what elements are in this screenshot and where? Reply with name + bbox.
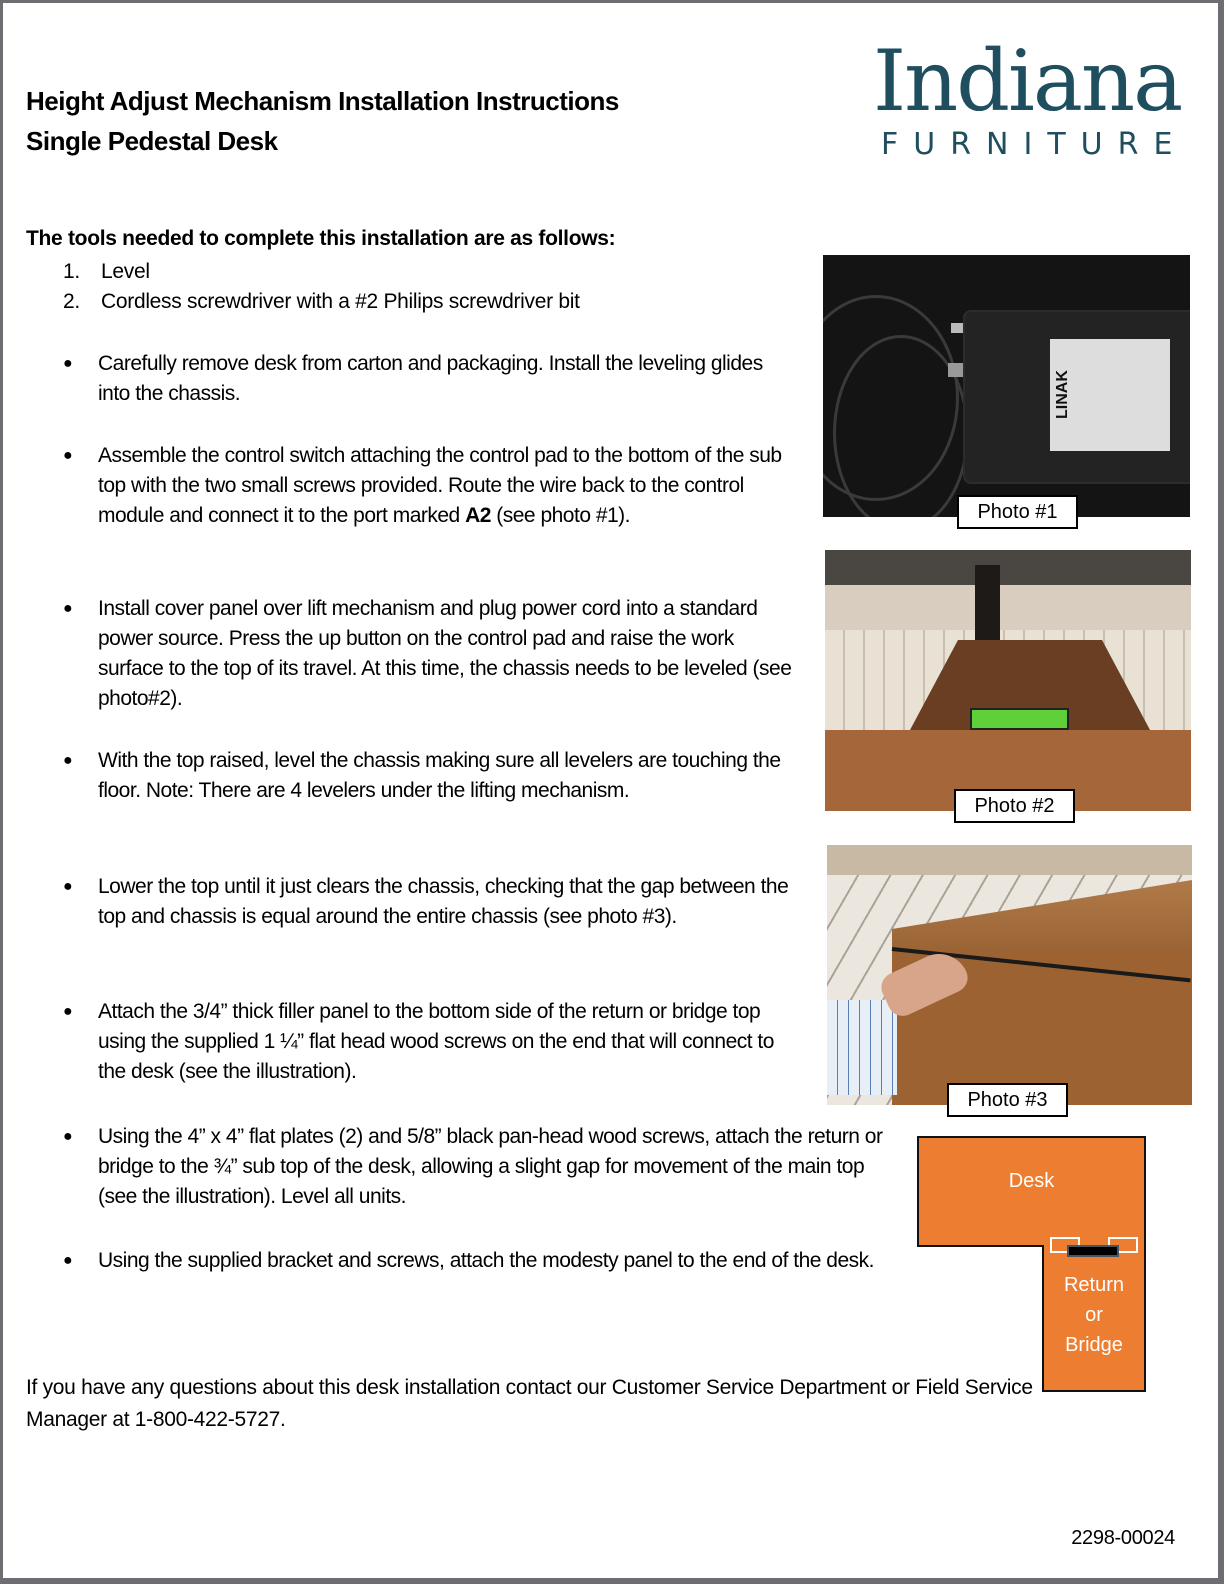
step-text: Install cover panel over lift mechanism and plug power cord into a standard power source. Press the up button on the control pad and raise the work surface to the top of its travel. At this time, the chassis needs to be leveled (see photo#2). (98, 597, 792, 710)
return-label-line-3: Bridge (1065, 1334, 1123, 1356)
step-item (60, 1246, 903, 1276)
photo-1-label: Photo #1 (957, 495, 1078, 529)
step-text: Lower the top until it just clears the chassis, checking that the gap between the top and chassis is equal around the entire chassis (see photo #3). (98, 875, 789, 928)
page-title (26, 81, 619, 161)
photo-3-label: Photo #3 (947, 1083, 1068, 1117)
tool-item (63, 287, 580, 317)
tool-item (63, 257, 580, 287)
filler-panel (1067, 1245, 1119, 1257)
linak-brand: LINAK (1054, 370, 1071, 419)
step-text: Attach the 3/4” thick filler panel to the bottom side of the return or bridge top using the supplied 1 ¼” flat head wood screws on the end that will connect to the desk (see the illustration). (98, 1000, 774, 1083)
step-text: Using the supplied bracket and screws, attach the modesty panel to the end of the desk. (98, 1249, 874, 1272)
shirt-sleeve (827, 1000, 897, 1095)
tool-text: Cordless screwdriver with a #2 Philips screwdriver bit (101, 290, 580, 313)
bullet-icon: ● (63, 447, 73, 464)
port-label: A2 (465, 504, 491, 527)
photo-top-gap (827, 845, 1192, 1105)
bullet-icon: ● (63, 1003, 73, 1020)
tools-list (63, 257, 580, 317)
step-text: Assemble the control switch attaching the control pad to the bottom of the sub top with the two small screws provided. Route the wire back to the control module and connect it to the port marked (98, 444, 782, 527)
bullet-icon: ● (63, 752, 73, 769)
bullet-icon: ● (63, 600, 73, 617)
step-item (60, 594, 798, 714)
tool-text: Level (101, 260, 150, 283)
step-item (60, 997, 798, 1087)
document-number: 2298-00024 (1071, 1527, 1175, 1549)
logo-word-furniture: FURNITURE (881, 127, 1188, 162)
contact-note: If you have any questions about this desk installation contact our Customer Service Department or Field Service Manager at 1-800-422-5727. (26, 1376, 1033, 1431)
title-line-1: Height Adjust Mechanism Installation Instructions (26, 86, 619, 116)
indiana-furniture-logo (873, 32, 1203, 162)
return-label-line-1: Return (1063, 1274, 1125, 1296)
step-item (60, 349, 798, 409)
tool-number: 1. (63, 260, 80, 283)
step-text: With the top raised, level the chassis making sure all levelers are touching the floor. Note: There are 4 levelers under the lifting mechanism. (98, 749, 781, 802)
diagram-desk (917, 1136, 1146, 1247)
desk-return-diagram (917, 1136, 1147, 1396)
step-text: (see photo #1). (490, 504, 631, 527)
desk-underside (825, 550, 1191, 585)
control-module (963, 310, 1190, 484)
bullet-icon: ● (63, 355, 73, 372)
step-item (60, 872, 798, 932)
step-item (60, 1122, 903, 1212)
tool-number: 2. (63, 290, 80, 313)
photo-control-module (823, 255, 1190, 517)
bullet-icon: ● (63, 1252, 73, 1269)
step-text: Using the 4” x 4” flat plates (2) and 5/8” black pan-head wood screws, attach the return or bridge to the ¾” sub top of the desk, allowing a slight gap for movement of the main top (see the illustration). Level all units. (98, 1125, 883, 1208)
level-tool (970, 708, 1069, 730)
bullet-icon: ● (63, 878, 73, 895)
photo-desk-raised (825, 550, 1191, 811)
document-page (3, 3, 1218, 1578)
desk-label: Desk (1008, 1170, 1055, 1192)
bullet-icon: ● (63, 1128, 73, 1145)
diagram-return (1042, 1245, 1146, 1392)
photo-2-label: Photo #2 (954, 789, 1075, 823)
module-sticker (1050, 339, 1170, 451)
return-label (1044, 1270, 1144, 1360)
tools-heading: The tools needed to complete this installation are as follows: (26, 227, 616, 250)
logo-word-indiana: Indiana (873, 32, 1182, 130)
step-item (60, 746, 798, 806)
return-label-line-2: or (1085, 1304, 1103, 1326)
title-line-2: Single Pedestal Desk (26, 126, 278, 156)
step-text: Carefully remove desk from carton and packaging. Install the leveling glides into the chassis. (98, 352, 763, 405)
plug (948, 363, 964, 377)
step-item (60, 441, 798, 531)
